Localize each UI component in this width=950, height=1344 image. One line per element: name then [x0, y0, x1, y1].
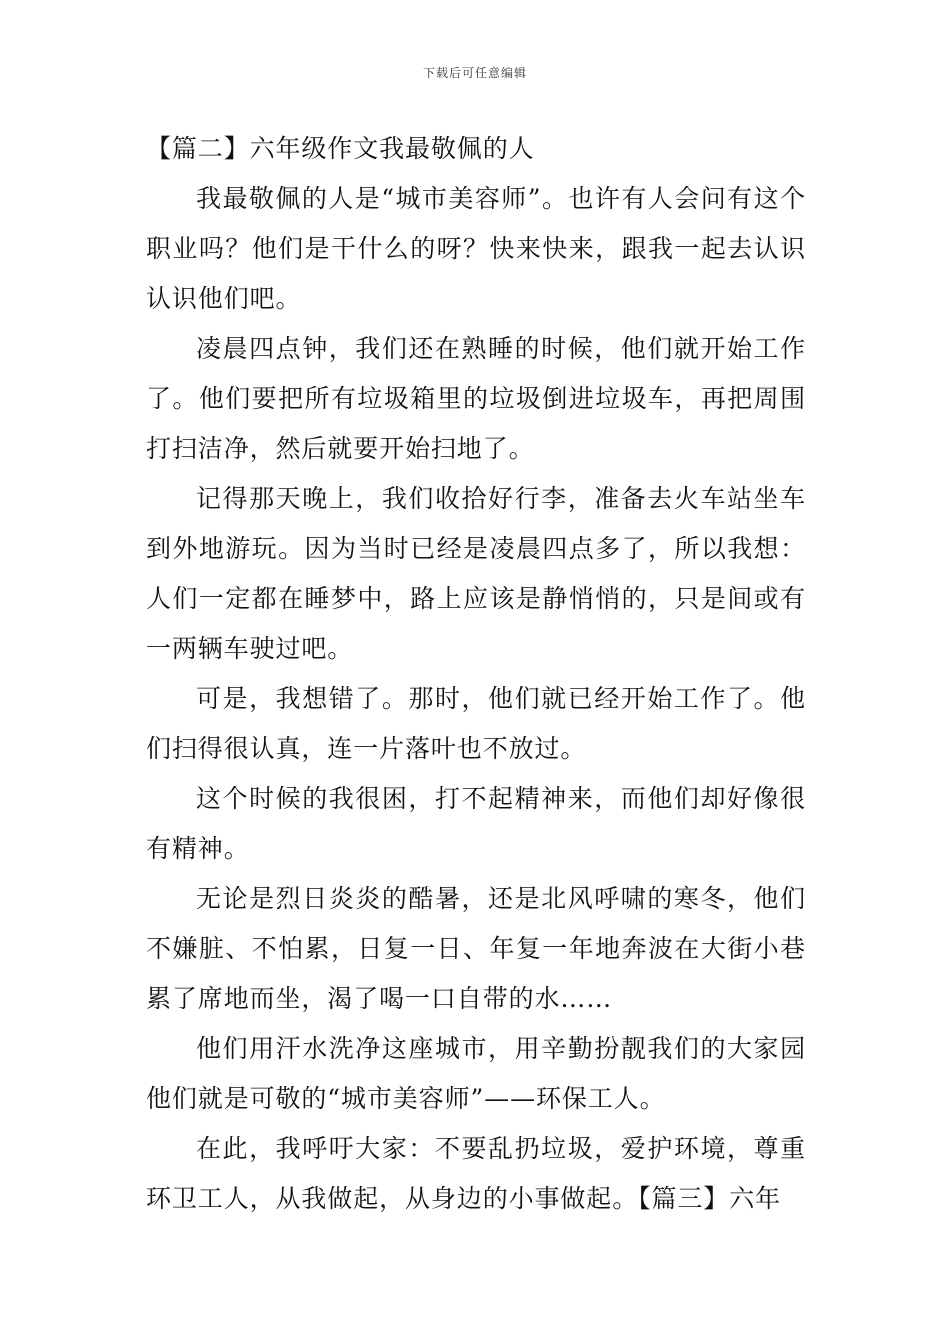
document-body	[146, 124, 806, 1224]
paragraph: 记得那天晚上，我们收拾好行李，准备去火车站坐车到外地游玩。因为当时已经是凌晨四点多了，所以我想：人们一定都在睡梦中，路上应该是静悄悄的，只是间或有一两辆车驶过吧。	[146, 484, 806, 663]
paragraph: 无论是烈日炎炎的酷暑，还是北风呼啸的寒冬，他们不嫌脏、不怕累，日复一日、年复一年地奔波在大街小巷累了席地而坐，渴了喝一口自带的水……	[146, 884, 806, 1013]
essay-title: 【篇二】六年级作文我最敬佩的人	[146, 134, 535, 163]
paragraph: 他们用汗水洗净这座城市，用辛勤扮靓我们的大家园他们就是可敬的“城市美容师”——环保工人。	[146, 1034, 806, 1113]
paragraph: 这个时候的我很困，打不起精神来，而他们却好像很有精神。	[146, 784, 806, 863]
page-header: 下载后可任意编辑	[422, 66, 527, 80]
paragraph: 我最敬佩的人是“城市美容师”。也许有人会问有这个职业吗？他们是干什么的呀？快来快来，跟我一起去认识认识他们吧。	[146, 184, 806, 313]
paragraph: 可是，我想错了。那时，他们就已经开始工作了。他们扫得很认真，连一片落叶也不放过。	[146, 684, 806, 763]
paragraph: 凌晨四点钟，我们还在熟睡的时候，他们就开始工作了。他们要把所有垃圾箱里的垃圾倒进垃圾车，再把周围打扫洁净，然后就要开始扫地了。	[146, 334, 806, 463]
paragraph: 在此，我呼吁大家：不要乱扔垃圾，爱护环境，尊重环卫工人，从我做起，从身边的小事做起。【篇三】六年	[146, 1134, 806, 1213]
